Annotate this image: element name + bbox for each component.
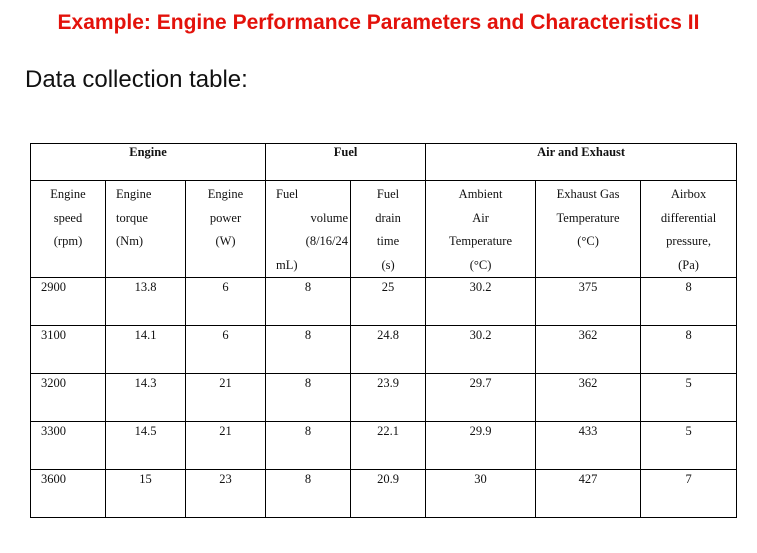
cell-fuel-volume: 8: [266, 326, 351, 374]
cell-ambient-temp: 30: [426, 470, 536, 518]
cell-fuel-volume: 8: [266, 374, 351, 422]
cell-ambient-temp: 29.9: [426, 422, 536, 470]
cell-engine-speed: 2900: [31, 278, 106, 326]
table-row: [31, 374, 737, 422]
cell-engine-torque: 14.1: [106, 326, 186, 374]
header-fuel-drain-time: Fuel drain time (s): [351, 181, 426, 278]
cell-fuel-drain-time: 25: [351, 278, 426, 326]
section-subtitle: Data collection table:: [25, 66, 248, 93]
page-title: Example: Engine Performance Parameters and Characteristics II: [57, 11, 700, 34]
cell-engine-power: 6: [186, 326, 266, 374]
cell-engine-torque: 13.8: [106, 278, 186, 326]
group-engine: Engine: [31, 144, 266, 181]
table-row: [31, 422, 737, 470]
cell-airbox-pressure: 5: [641, 422, 737, 470]
cell-exhaust-temp: 427: [536, 470, 641, 518]
cell-fuel-volume: 8: [266, 470, 351, 518]
cell-engine-speed: 3300: [31, 422, 106, 470]
cell-fuel-drain-time: 23.9: [351, 374, 426, 422]
cell-engine-power: 6: [186, 278, 266, 326]
table-row: [31, 278, 737, 326]
cell-airbox-pressure: 8: [641, 278, 737, 326]
cell-airbox-pressure: 5: [641, 374, 737, 422]
cell-engine-torque: 14.3: [106, 374, 186, 422]
cell-engine-power: 21: [186, 422, 266, 470]
cell-engine-torque: 14.5: [106, 422, 186, 470]
column-header-row: [31, 181, 737, 278]
cell-ambient-temp: 30.2: [426, 278, 536, 326]
group-air-exhaust: Air and Exhaust: [426, 144, 737, 181]
cell-airbox-pressure: 7: [641, 470, 737, 518]
cell-exhaust-temp: 433: [536, 422, 641, 470]
header-engine-torque: Engine torque (Nm): [106, 181, 186, 278]
cell-engine-speed: 3100: [31, 326, 106, 374]
cell-fuel-drain-time: 24.8: [351, 326, 426, 374]
cell-engine-power: 23: [186, 470, 266, 518]
cell-airbox-pressure: 8: [641, 326, 737, 374]
cell-ambient-temp: 30.2: [426, 326, 536, 374]
cell-fuel-drain-time: 20.9: [351, 470, 426, 518]
table-row: [31, 326, 737, 374]
cell-ambient-temp: 29.7: [426, 374, 536, 422]
data-collection-table: [30, 143, 737, 518]
header-fuel-volume: Fuel volume (8/16/24 mL): [266, 181, 351, 278]
cell-exhaust-temp: 375: [536, 278, 641, 326]
cell-engine-speed: 3200: [31, 374, 106, 422]
cell-fuel-volume: 8: [266, 278, 351, 326]
cell-exhaust-temp: 362: [536, 326, 641, 374]
cell-engine-power: 21: [186, 374, 266, 422]
header-engine-power: Engine power (W): [186, 181, 266, 278]
cell-fuel-drain-time: 22.1: [351, 422, 426, 470]
header-engine-speed: Engine speed (rpm): [31, 181, 106, 278]
header-exhaust-gas-temperature: Exhaust Gas Temperature (°C): [536, 181, 641, 278]
group-header-row: [31, 144, 737, 181]
cell-engine-torque: 15: [106, 470, 186, 518]
cell-exhaust-temp: 362: [536, 374, 641, 422]
table-row: [31, 470, 737, 518]
group-fuel: Fuel: [266, 144, 426, 181]
cell-fuel-volume: 8: [266, 422, 351, 470]
header-ambient-air-temperature: Ambient Air Temperature (°C): [426, 181, 536, 278]
cell-engine-speed: 3600: [31, 470, 106, 518]
header-airbox-differential-pressure: Airbox differential pressure, (Pa): [641, 181, 737, 278]
